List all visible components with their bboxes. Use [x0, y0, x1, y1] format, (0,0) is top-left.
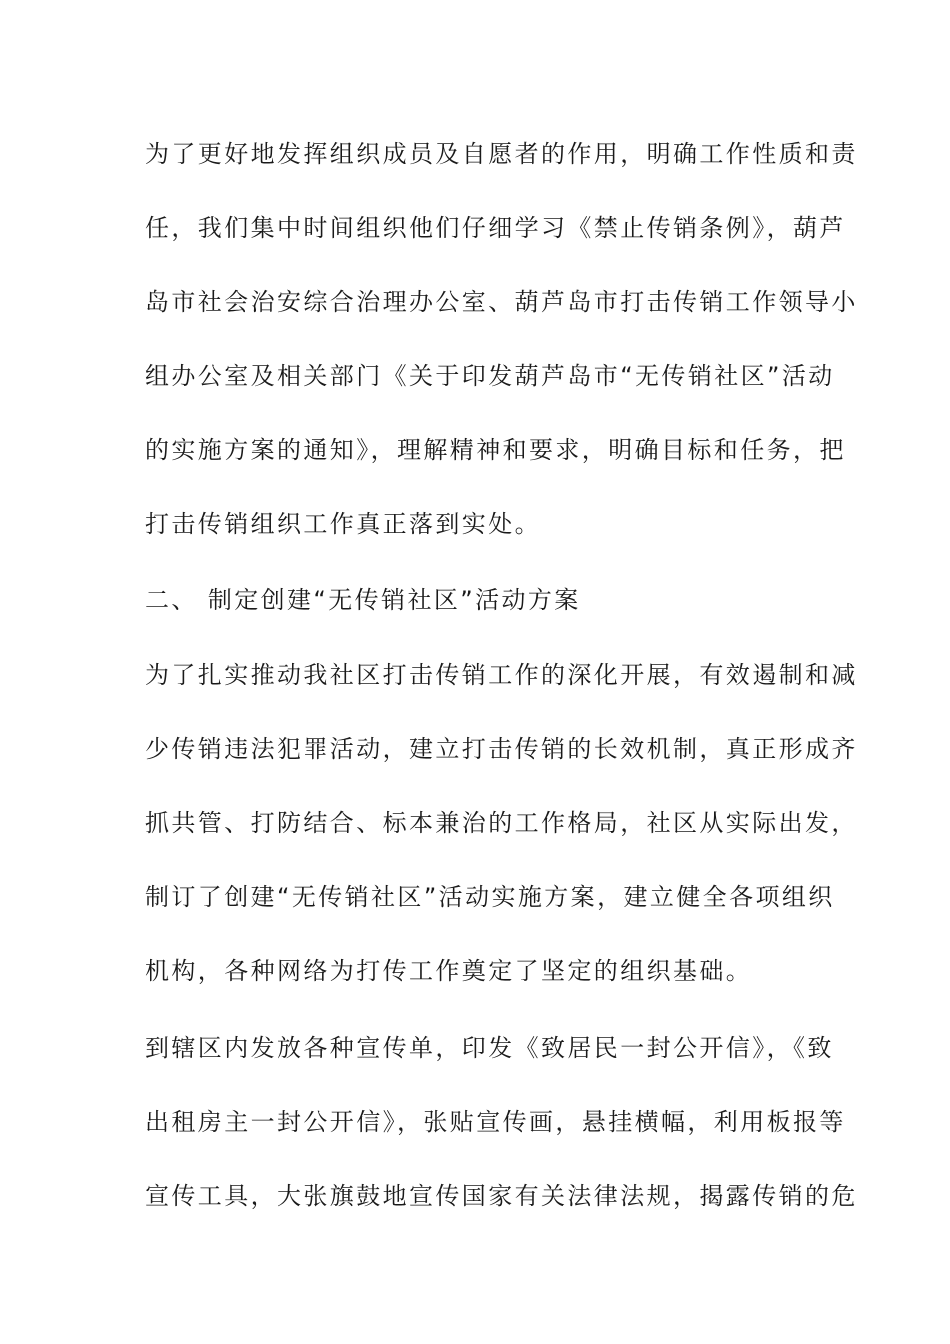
paragraph-3-line-1: 到辖区内发放各种宣传单，印发《致居民一封公开信》，《致 — [145, 1034, 834, 1062]
paragraph-2-line-1: 为了扎实推动我社区打击传销工作的深化开展，有效遏制和减 — [145, 661, 858, 689]
paragraph-2-line-3: 抓共管、打防结合、标本兼治的工作格局，社区从实际出发， — [145, 809, 858, 837]
paragraph-2-line-2: 少传销违法犯罪活动，建立打击传销的长效机制，真正形成齐 — [145, 735, 858, 763]
paragraph-1-line-2: 任，我们集中时间组织他们仔细学习《禁止传销条例》，葫芦 — [145, 214, 846, 242]
paragraph-1-line-3: 岛市社会治安综合治理办公室、葫芦岛市打击传销工作领导小 — [145, 288, 858, 316]
paragraph-1-line-6: 打击传销组织工作真正落到实处。 — [145, 510, 541, 538]
paragraph-2-line-4: 制订了创建“无传销社区”活动实施方案，建立健全各项组织 — [145, 883, 835, 911]
paragraph-3-line-2: 出租房主一封公开信》，张贴宣传画，悬挂横幅，利用板报等 — [145, 1108, 846, 1136]
paragraph-1-line-4: 组办公室及相关部门《关于印发葫芦岛市“无传销社区”活动 — [145, 362, 835, 390]
paragraph-3-line-3: 宣传工具，大张旗鼓地宣传国家有关法律法规，揭露传销的危 — [145, 1182, 858, 1210]
paragraph-1-line-5: 的实施方案的通知》，理解精神和要求，明确目标和任务，把 — [145, 436, 846, 464]
paragraph-1-line-1: 为了更好地发挥组织成员及自愿者的作用，明确工作性质和责 — [145, 140, 858, 168]
paragraph-2-line-5: 机构，各种网络为打传工作奠定了坚定的组织基础。 — [145, 957, 753, 985]
section-heading: 二、 制定创建“无传销社区”活动方案 — [145, 586, 581, 614]
